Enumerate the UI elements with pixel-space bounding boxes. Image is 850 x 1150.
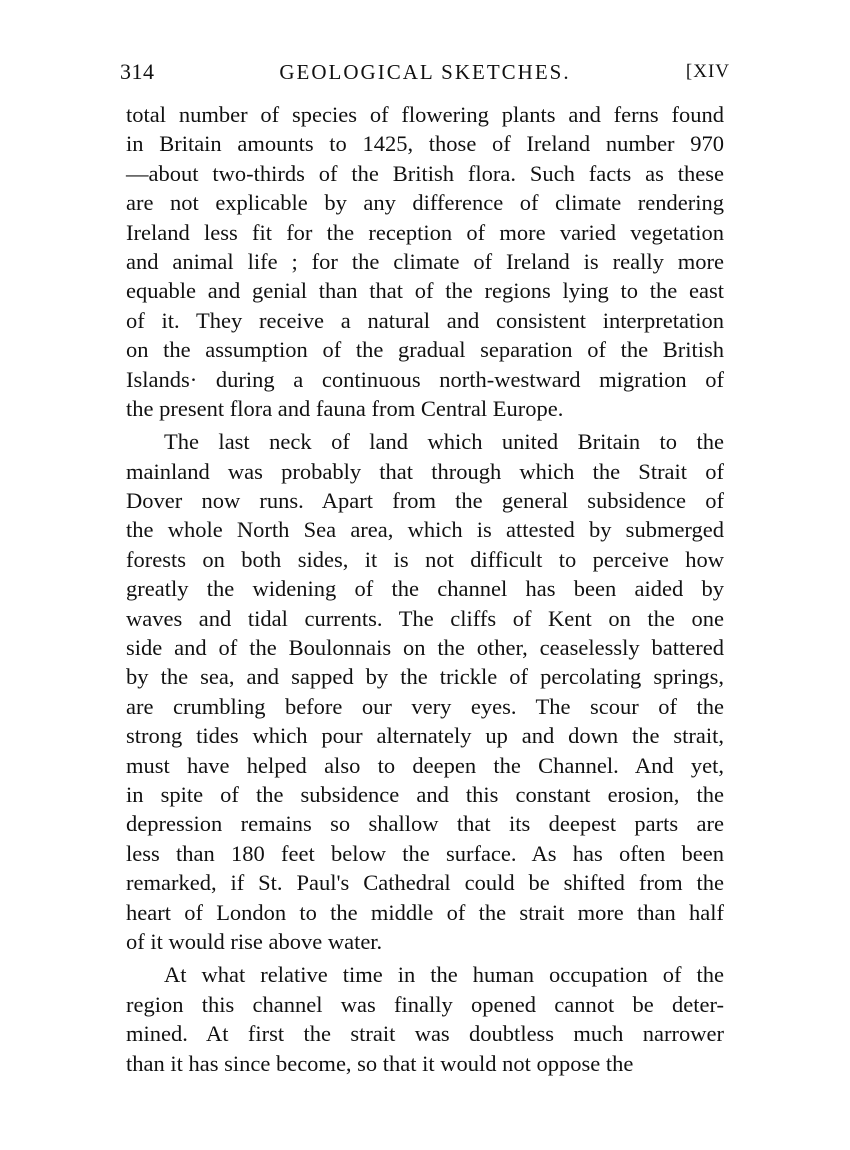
text-line: region this channel was finally opened cannot be deter- bbox=[126, 991, 724, 1017]
text-line: mainland was probably that through which the Strait of bbox=[126, 458, 724, 484]
text-line: by the sea, and sapped by the trickle of percolating springs, bbox=[126, 664, 724, 690]
text-line: in spite of the subsidence and this constant erosion, the bbox=[126, 781, 724, 807]
text-line: must have helped also to deepen the Channel. And yet, bbox=[126, 752, 724, 778]
text-line: Dover now runs. Apart from the general subsidence of bbox=[126, 488, 724, 514]
text-line: forests on both sides, it is not difficult to perceive how bbox=[126, 546, 724, 572]
text-line: are crumbling before our very eyes. The scour of the bbox=[126, 693, 724, 719]
running-head bbox=[120, 54, 730, 90]
paragraph bbox=[126, 960, 724, 1078]
text-line: of it would rise above water. bbox=[126, 928, 383, 954]
text-line: Islands· during a continuous north-westward migration of bbox=[126, 366, 724, 392]
paragraph bbox=[126, 427, 724, 956]
text-line: of it. They receive a natural and consistent interpretation bbox=[126, 307, 724, 333]
text-line: strong tides which pour alternately up and down the strait, bbox=[126, 723, 724, 749]
text-line: —about two-thirds of the British flora. Such facts as these bbox=[126, 160, 724, 186]
text-line: remarked, if St. Paul's Cathedral could be shifted from the bbox=[126, 870, 724, 896]
text-line: are not explicable by any difference of climate rendering bbox=[126, 190, 724, 216]
paragraph bbox=[126, 100, 724, 423]
text-line: the present flora and fauna from Central Europe. bbox=[126, 395, 564, 421]
chapter-mark: [XIV bbox=[685, 61, 730, 82]
text-line: on the assumption of the gradual separation of the British bbox=[126, 337, 724, 363]
text-line: mined. At first the strait was doubtless much narrower bbox=[126, 1021, 724, 1047]
text-line: heart of London to the middle of the strait more than half bbox=[126, 899, 724, 925]
body-text bbox=[126, 100, 724, 1078]
text-line: equable and genial than that of the regions lying to the east bbox=[126, 278, 724, 304]
running-title: GEOLOGICAL SKETCHES. bbox=[279, 60, 571, 84]
text-line: less than 180 feet below the surface. As has often been bbox=[126, 840, 724, 866]
text-line: Ireland less fit for the reception of more varied vegetation bbox=[126, 219, 724, 245]
page-number: 314 bbox=[120, 59, 155, 84]
text-line: than it has since become, so that it would not oppose the bbox=[126, 1050, 634, 1076]
text-line: greatly the widening of the channel has been aided by bbox=[126, 576, 724, 602]
text-line: in Britain amounts to 1425, those of Ireland number 970 bbox=[126, 131, 724, 157]
text-line: depression remains so shallow that its deepest parts are bbox=[126, 811, 724, 837]
text-line: and animal life ; for the climate of Ireland is really more bbox=[126, 248, 724, 274]
text-line: waves and tidal currents. The cliffs of Kent on the one bbox=[126, 605, 724, 631]
text-line: At what relative time in the human occupation of the bbox=[164, 962, 724, 988]
text-line: the whole North Sea area, which is attested by submerged bbox=[126, 517, 724, 543]
text-line: side and of the Boulonnais on the other, ceaselessly battered bbox=[126, 635, 724, 661]
text-line: total number of species of flowering plants and ferns found bbox=[126, 102, 724, 127]
text-line: The last neck of land which united Britain to the bbox=[164, 429, 724, 455]
